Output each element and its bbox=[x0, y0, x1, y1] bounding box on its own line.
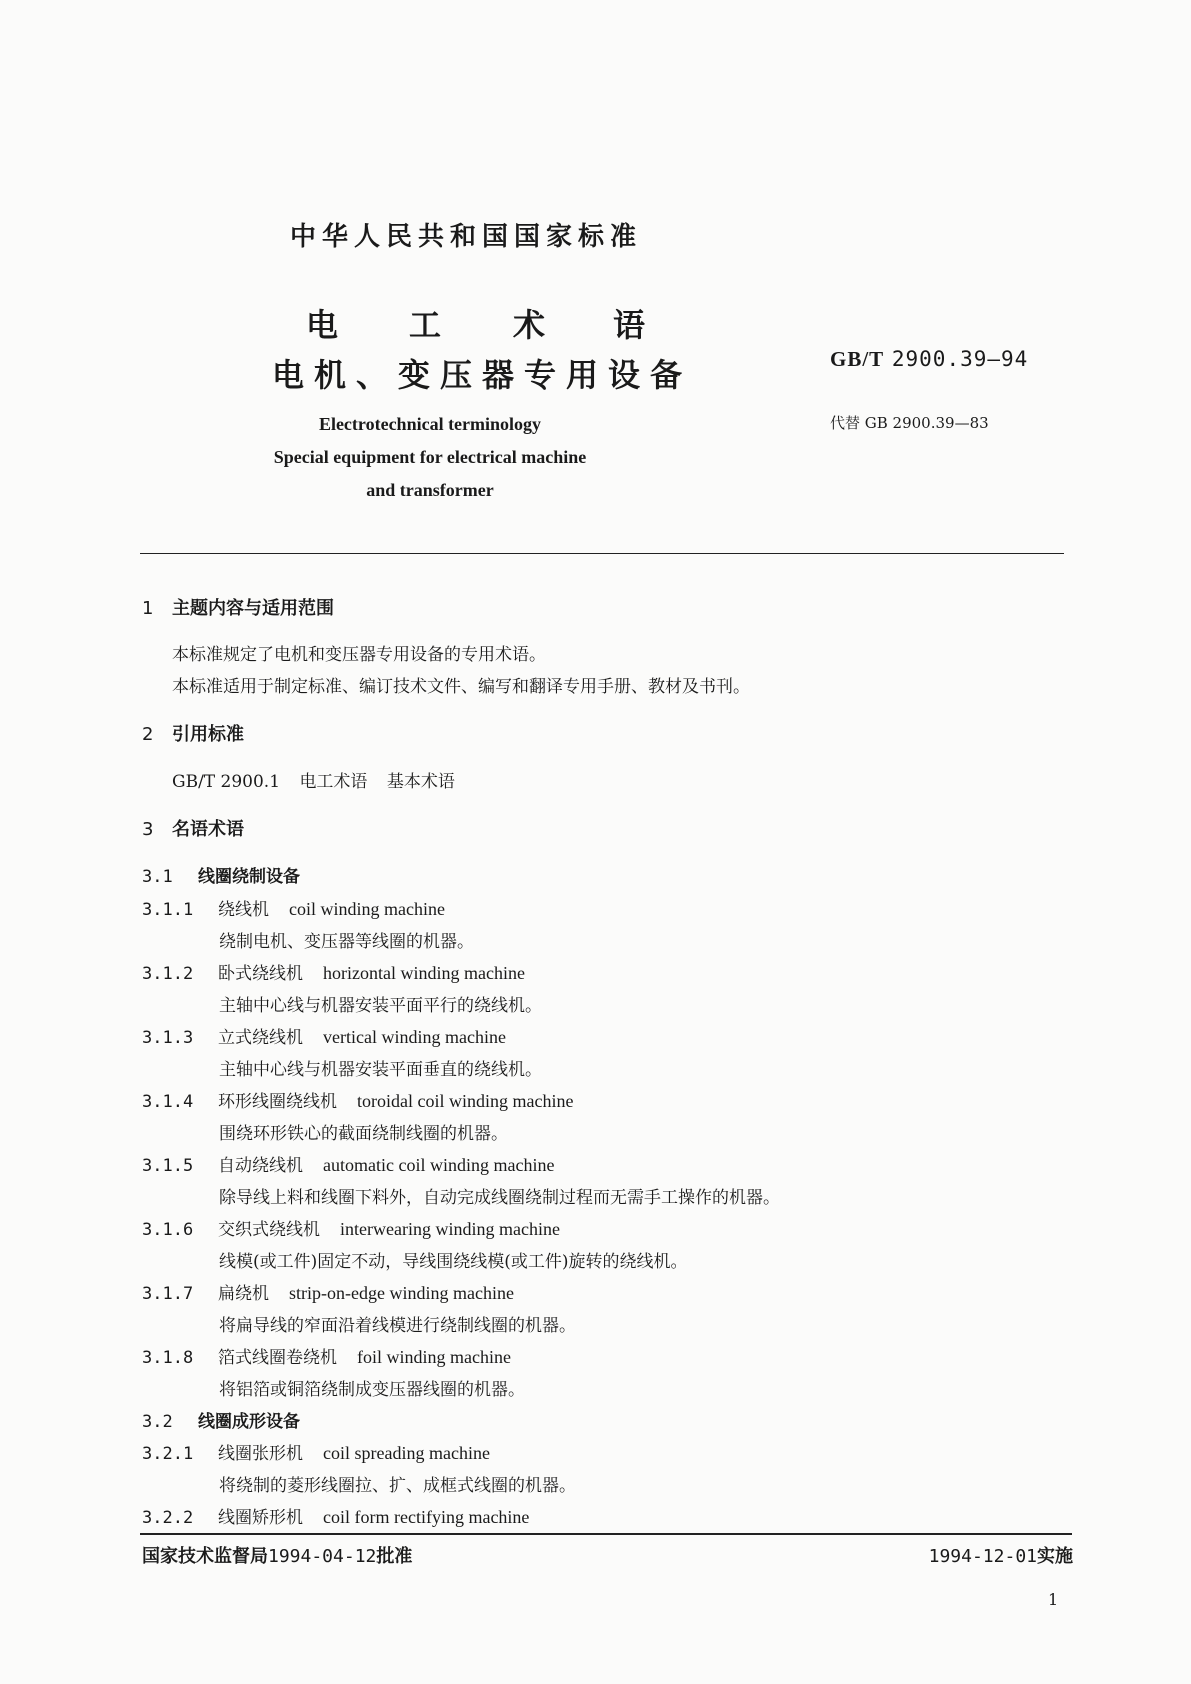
header-divider bbox=[140, 553, 1064, 554]
section-heading-1: 1 主题内容与适用范围 bbox=[142, 598, 334, 619]
reference-code: GB/T 2900.1 bbox=[172, 772, 281, 792]
title-char: 电 bbox=[306, 306, 339, 344]
term-entry: 3.1.4 环形线圈绕线机 toroidal coil winding machine bbox=[142, 1091, 574, 1112]
term-definition: 除导线上料和线圈下料外，自动完成线圈绕制过程而无需手工操作的机器。 bbox=[219, 1188, 780, 1208]
title-char: 语 bbox=[613, 306, 646, 344]
term-entry: 3.1.6 交织式绕线机 interwearing winding machine bbox=[142, 1219, 560, 1240]
section-1-text: 本标准规定了电机和变压器专用设备的专用术语。 bbox=[172, 645, 546, 665]
footer-divider bbox=[140, 1533, 1072, 1535]
implementation-line bbox=[929, 1542, 1073, 1568]
approval-label: 批准 bbox=[376, 1546, 413, 1567]
approval-line bbox=[142, 1542, 412, 1568]
term-definition: 将铝箔或铜箔绕制成变压器线圈的机器。 bbox=[219, 1380, 525, 1400]
term-entry: 3.2.1 线圈张形机 coil spreading machine bbox=[142, 1443, 490, 1464]
term-definition: 围绕环形铁心的截面绕制线圈的机器。 bbox=[219, 1124, 508, 1144]
english-title-line: and transformer bbox=[366, 480, 494, 500]
implementation-label: 实施 bbox=[1037, 1546, 1073, 1567]
title-line-2: 电机、变压器专用设备 bbox=[272, 356, 693, 394]
section-heading-2: 2 引用标准 bbox=[142, 724, 244, 745]
term-entry: 3.1.7 扁绕机 strip-on-edge winding machine bbox=[142, 1283, 514, 1304]
english-title-line: Electrotechnical terminology bbox=[318, 414, 542, 434]
standard-code-number: 2900.39—94 bbox=[891, 347, 1029, 371]
standard-code bbox=[830, 347, 1028, 372]
title-char: 术 bbox=[513, 306, 546, 344]
reference-title: 电工术语 bbox=[299, 772, 368, 792]
term-definition: 绕制电机、变压器等线圈的机器。 bbox=[219, 932, 474, 952]
term-entry: 3.1.5 自动绕线机 automatic coil winding machine bbox=[142, 1155, 555, 1176]
title-char: 工 bbox=[409, 306, 442, 344]
term-definition: 主轴中心线与机器安装平面平行的绕线机。 bbox=[219, 996, 542, 1016]
issuing-body-heading: 中华人民共和国国家标准 bbox=[290, 222, 643, 252]
term-definition: 线模(或工件)固定不动，导线围绕线模(或工件)旋转的绕线机。 bbox=[219, 1252, 688, 1272]
subsection-heading: 3.2 线圈成形设备 bbox=[142, 1412, 300, 1432]
implementation-date: 1994-12-01 bbox=[928, 1546, 1037, 1567]
page-number: 1 bbox=[1048, 1590, 1059, 1609]
approval-date: 1994-04-12 bbox=[268, 1546, 377, 1567]
term-definition: 将绕制的菱形线圈拉、扩、成框式线圈的机器。 bbox=[219, 1476, 576, 1496]
subsection-heading: 3.1 线圈绕制设备 bbox=[142, 867, 300, 887]
english-title-line: Special equipment for electrical machine bbox=[273, 447, 587, 467]
section-heading-3: 3 名语术语 bbox=[142, 819, 244, 840]
term-definition: 主轴中心线与机器安装平面垂直的绕线机。 bbox=[219, 1060, 542, 1080]
standard-code-prefix: GB/T bbox=[830, 347, 885, 371]
term-entry: 3.2.2 线圈矫形机 coil form rectifying machine bbox=[142, 1507, 530, 1528]
approval-authority: 国家技术监督局 bbox=[142, 1546, 268, 1567]
term-definition: 将扁导线的窄面沿着线模进行绕制线圈的机器。 bbox=[219, 1316, 576, 1336]
term-entry: 3.1.8 箔式线圈卷绕机 foil winding machine bbox=[142, 1347, 511, 1368]
reference-subtitle: 基本术语 bbox=[386, 772, 455, 792]
normative-reference bbox=[172, 767, 469, 792]
replaces-note: 代替 GB 2900.39—83 bbox=[830, 414, 989, 432]
term-entry: 3.1.2 卧式绕线机 horizontal winding machine bbox=[142, 963, 525, 984]
term-entry: 3.1.1 绕线机 coil winding machine bbox=[142, 899, 445, 920]
section-1-text: 本标准适用于制定标准、编订技术文件、编写和翻译专用手册、教材及书刊。 bbox=[172, 677, 750, 697]
term-entry: 3.1.3 立式绕线机 vertical winding machine bbox=[142, 1027, 506, 1048]
